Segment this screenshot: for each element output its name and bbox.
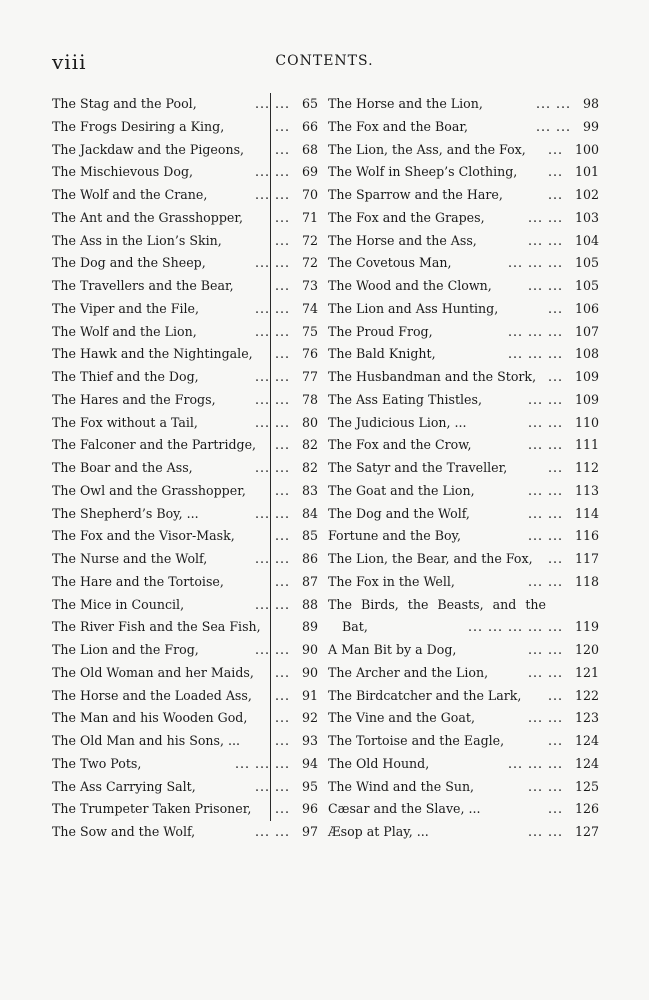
entry-title: The Viper and the File, xyxy=(52,300,199,316)
entry-page-number: 83 xyxy=(301,482,318,498)
entry-page-number: 78 xyxy=(301,391,318,407)
entry-leader-dots: ... xyxy=(275,687,291,703)
entry-page-number: 123 xyxy=(574,710,599,726)
entry-title: The Fox and the Visor-Mask, xyxy=(52,528,235,544)
entry-title: The Travellers and the Bear, xyxy=(52,278,234,293)
entry-page-number: 66 xyxy=(301,118,318,134)
entry-page-number: 89 xyxy=(301,619,318,635)
entry-leader-dots: ... ... xyxy=(255,824,291,839)
entry-page-number: 101 xyxy=(574,164,599,180)
entry-leader-dots: ... xyxy=(548,369,564,384)
entry-leader-dots: ... xyxy=(275,528,291,544)
entry-page-number: 74 xyxy=(301,300,318,316)
entry-page-number: 77 xyxy=(301,369,318,384)
contents-entry xyxy=(52,525,318,548)
contents-entry xyxy=(52,685,318,708)
entry-leader-dots: ... ... xyxy=(528,528,564,544)
entry-leader-dots: ... ... xyxy=(255,391,291,407)
entry-page-number: 106 xyxy=(574,300,599,316)
entry-page-number: 100 xyxy=(574,141,599,157)
entry-leader-dots: ... xyxy=(548,164,564,180)
entry-title: The Horse and the Lion, xyxy=(328,96,483,111)
entry-leader-dots: ... ... xyxy=(528,209,564,225)
entry-leader-dots: ... ... xyxy=(255,460,291,475)
contents-entry xyxy=(328,298,599,321)
entry-leader-dots: ... xyxy=(275,232,291,248)
contents-entry xyxy=(328,798,599,821)
entry-title: The Lion and the Frog, xyxy=(52,642,199,657)
contents-entry xyxy=(328,366,599,389)
contents-entry xyxy=(328,139,599,162)
entry-title: The Birds, the Beasts, and the xyxy=(328,596,546,612)
entry-leader-dots: ... xyxy=(275,118,291,134)
entry-title: The Boar and the Ass, xyxy=(52,460,193,475)
entry-title: The Fox without a Tail, xyxy=(52,414,198,430)
contents-entry xyxy=(328,776,599,799)
entry-page-number: 126 xyxy=(574,801,599,817)
contents-entry xyxy=(328,389,599,412)
entry-page-number: 82 xyxy=(301,437,318,453)
contents-entry xyxy=(52,343,318,366)
contents-entry xyxy=(328,639,599,662)
entry-leader-dots: ... xyxy=(275,573,291,589)
entry-page-number: 73 xyxy=(301,278,318,293)
entry-leader-dots: ... xyxy=(548,551,564,566)
contents-entry xyxy=(328,685,599,708)
entry-page-number: 82 xyxy=(301,460,318,475)
entry-leader-dots: ... ... xyxy=(528,278,564,293)
contents-entry xyxy=(52,730,318,753)
entry-page-number: 90 xyxy=(301,642,318,657)
entry-title: The Lion, the Ass, and the Fox, xyxy=(328,141,526,157)
entry-page-number: 109 xyxy=(574,369,599,384)
entry-page-number: 99 xyxy=(582,118,599,134)
entry-title: The Falconer and the Partridge, xyxy=(52,437,257,453)
entry-page-number: 97 xyxy=(301,824,318,839)
entry-page-number: 96 xyxy=(301,801,318,817)
entry-page-number: 109 xyxy=(574,391,599,407)
contents-entry xyxy=(328,730,599,753)
contents-entry xyxy=(328,116,599,139)
entry-page-number: 105 xyxy=(574,278,599,293)
entry-title: The Hawk and the Nightingale, xyxy=(52,346,253,362)
entry-title: The Jackdaw and the Pigeons, xyxy=(52,141,245,157)
entry-leader-dots: ... xyxy=(275,209,291,225)
entry-leader-dots: ... xyxy=(275,664,291,680)
entry-page-number: 70 xyxy=(301,187,318,202)
contents-entry xyxy=(328,480,599,503)
entry-leader-dots: ... xyxy=(275,346,291,362)
contents-entry xyxy=(52,252,318,275)
entry-title: The Mischievous Dog, xyxy=(52,164,194,180)
entry-page-number: 88 xyxy=(301,596,318,612)
entry-page-number: 121 xyxy=(574,664,599,680)
entry-title: The Ass in the Lion’s Skin, xyxy=(52,232,222,248)
entry-leader-dots: ... ... ... xyxy=(508,323,564,339)
entry-leader-dots: ... ... xyxy=(255,369,291,384)
entry-title: The Wolf in Sheep’s Clothing, xyxy=(328,164,518,180)
entry-title: The Judicious Lion, ... xyxy=(328,414,467,430)
entry-title: The Fox in the Well, xyxy=(328,573,455,589)
entry-leader-dots: ... xyxy=(548,460,564,475)
entry-title: The Mice in Council, xyxy=(52,596,185,612)
entry-page-number: 90 xyxy=(301,664,318,680)
entry-leader-dots: ... xyxy=(275,710,291,726)
contents-entry xyxy=(328,207,599,230)
contents-entry xyxy=(52,798,318,821)
entry-leader-dots: ... xyxy=(548,300,564,316)
entry-page-number: 119 xyxy=(574,619,599,635)
contents-entry xyxy=(328,275,599,298)
entry-leader-dots: ... ... xyxy=(528,824,564,839)
entry-title: The Covetous Man, xyxy=(328,255,452,271)
contents-entry xyxy=(328,252,599,275)
entry-title: The Ass Eating Thistles, xyxy=(328,391,482,407)
right-column xyxy=(328,93,599,844)
entry-page-number: 112 xyxy=(574,460,599,475)
entry-title: Fortune and the Boy, xyxy=(328,528,461,544)
entry-leader-dots: ... ... xyxy=(528,391,564,407)
contents-entry xyxy=(52,139,318,162)
entry-page-number: 108 xyxy=(574,346,599,362)
contents-entry xyxy=(328,662,599,685)
entry-leader-dots: ... xyxy=(548,733,564,748)
entry-page-number: 110 xyxy=(574,414,599,430)
contents-entry xyxy=(328,184,599,207)
entry-leader-dots: ... ... ... xyxy=(508,255,564,271)
contents-entry xyxy=(52,753,318,776)
entry-title: The Bald Knight, xyxy=(328,346,436,362)
contents-entry xyxy=(328,753,599,776)
contents-entry xyxy=(52,275,318,298)
entry-page-number: 68 xyxy=(301,141,318,157)
entry-page-number: 72 xyxy=(301,232,318,248)
contents-entry xyxy=(52,616,318,639)
contents-entry xyxy=(52,230,318,253)
contents-entry xyxy=(328,525,599,548)
entry-leader-dots: ... ... xyxy=(255,414,291,430)
contents-entry xyxy=(328,616,599,639)
entry-page-number: 102 xyxy=(574,187,599,202)
contents-entry xyxy=(328,321,599,344)
contents-entry xyxy=(52,93,318,116)
entry-title: The Old Man and his Sons, ... xyxy=(52,733,240,748)
contents-entry xyxy=(52,480,318,503)
entry-title: The Horse and the Loaded Ass, xyxy=(52,687,252,703)
entry-page-number: 95 xyxy=(301,778,318,794)
entry-leader-dots: ... ... xyxy=(536,118,572,134)
entry-leader-dots: ... xyxy=(275,141,291,157)
entry-title: The Old Hound, xyxy=(328,755,430,771)
entry-title: The Ass Carrying Salt, xyxy=(52,778,196,794)
contents-entry xyxy=(52,821,318,844)
entry-title: The Nurse and the Wolf, xyxy=(52,551,208,566)
contents-entry xyxy=(52,321,318,344)
entry-page-number: 76 xyxy=(301,346,318,362)
entry-title: The Birdcatcher and the Lark, xyxy=(328,687,522,703)
entry-title: The Man and his Wooden God, xyxy=(52,710,248,726)
entry-title: The Wolf and the Crane, xyxy=(52,187,208,202)
entry-page-number: 107 xyxy=(574,323,599,339)
entry-title: The Shepherd’s Boy, ... xyxy=(52,505,199,521)
entry-page-number: 118 xyxy=(574,573,599,589)
entry-page-number: 75 xyxy=(301,323,318,339)
entry-title: The Wind and the Sun, xyxy=(328,778,475,794)
entry-title: The Wood and the Clown, xyxy=(328,278,492,293)
contents-entry xyxy=(52,707,318,730)
entry-page-number: 124 xyxy=(574,733,599,748)
entry-leader-dots: ... xyxy=(548,141,564,157)
entry-page-number: 65 xyxy=(301,96,318,111)
entry-title: The Satyr and the Traveller, xyxy=(328,460,508,475)
contents-entry xyxy=(52,594,318,617)
entry-title: The Lion and Ass Hunting, xyxy=(328,300,499,316)
entry-title: The Horse and the Ass, xyxy=(328,232,477,248)
entry-leader-dots: ... ... xyxy=(528,414,564,430)
entry-page-number: 116 xyxy=(574,528,599,544)
contents-entry xyxy=(328,230,599,253)
entry-page-number: 94 xyxy=(301,755,318,771)
entry-title: The Sparrow and the Hare, xyxy=(328,187,503,202)
entry-title: The River Fish and the Sea Fish, xyxy=(52,619,261,635)
running-head-title: CONTENTS. xyxy=(275,53,374,69)
entry-title: The Vine and the Goat, xyxy=(328,710,475,726)
entry-leader-dots: ... ... xyxy=(255,642,291,657)
entry-title: The Goat and the Lion, xyxy=(328,482,475,498)
entry-page-number: 111 xyxy=(574,437,599,453)
entry-title: The Proud Frog, xyxy=(328,323,433,339)
entry-leader-dots: ... ... xyxy=(255,778,291,794)
contents-entry xyxy=(328,161,599,184)
entry-title: The Fox and the Grapes, xyxy=(328,209,485,225)
contents-entry xyxy=(52,412,318,435)
contents-entry xyxy=(52,389,318,412)
entry-title: Æsop at Play, ... xyxy=(328,824,429,839)
entry-title: The Dog and the Wolf, xyxy=(328,505,470,521)
entry-page-number: 127 xyxy=(574,824,599,839)
contents-entry xyxy=(328,571,599,594)
entry-leader-dots: ... xyxy=(548,801,564,817)
contents-entry xyxy=(328,503,599,526)
entry-page-number: 80 xyxy=(301,414,318,430)
entry-page-number: 98 xyxy=(582,96,599,111)
entry-leader-dots: ... ... xyxy=(528,482,564,498)
entry-leader-dots: ... ... ... xyxy=(508,346,564,362)
entry-page-number: 72 xyxy=(301,255,318,271)
entry-page-number: 87 xyxy=(301,573,318,589)
entry-title: The Thief and the Dog, xyxy=(52,369,199,384)
entry-leader-dots: ... ... xyxy=(528,710,564,726)
entry-leader-dots: ... ... xyxy=(255,596,291,612)
entry-leader-dots: ... ... xyxy=(528,437,564,453)
entry-page-number: 125 xyxy=(574,778,599,794)
entry-leader-dots: ... ... xyxy=(536,96,572,111)
entry-page-number: 71 xyxy=(301,209,318,225)
entry-title: The Owl and the Grasshopper, xyxy=(52,482,246,498)
running-head xyxy=(0,53,649,69)
entry-leader-dots: ... ... xyxy=(255,164,291,180)
contents-entry xyxy=(52,776,318,799)
entry-title: The Tortoise and the Eagle, xyxy=(328,733,505,748)
entry-leader-dots: ... xyxy=(275,801,291,817)
entry-page-number: 103 xyxy=(574,209,599,225)
entry-leader-dots: ... xyxy=(275,482,291,498)
contents-entry xyxy=(328,93,599,116)
entry-page-number: 114 xyxy=(574,505,599,521)
entry-leader-dots: ... xyxy=(275,278,291,293)
contents-entry xyxy=(52,434,318,457)
entry-page-number: 105 xyxy=(574,255,599,271)
entry-page-number: 85 xyxy=(301,528,318,544)
entry-leader-dots: ... xyxy=(548,687,564,703)
entry-page-number: 93 xyxy=(301,733,318,748)
entry-leader-dots: ... ... xyxy=(528,778,564,794)
entry-page-number: 117 xyxy=(574,551,599,566)
entry-page-number: 84 xyxy=(301,505,318,521)
entry-title: The Two Pots, xyxy=(52,755,142,771)
entry-leader-dots: ... ... xyxy=(255,551,291,566)
contents-entry xyxy=(328,707,599,730)
contents-entry xyxy=(328,821,599,844)
entry-leader-dots: ... ... xyxy=(528,505,564,521)
contents-entry xyxy=(52,161,318,184)
entry-leader-dots: ... ... xyxy=(528,642,564,657)
entry-leader-dots: ... ... xyxy=(528,573,564,589)
entry-page-number: 104 xyxy=(574,232,599,248)
entry-leader-dots: ... ... xyxy=(255,323,291,339)
entry-page-number: 69 xyxy=(301,164,318,180)
entry-leader-dots: ... xyxy=(548,187,564,202)
entry-title: The Frogs Desiring a King, xyxy=(52,118,225,134)
entry-leader-dots: ... ... xyxy=(255,255,291,271)
entry-title: The Old Woman and her Maids, xyxy=(52,664,254,680)
entry-page-number: 92 xyxy=(301,710,318,726)
entry-title: The Stag and the Pool, xyxy=(52,96,197,111)
entry-title: The Fox and the Crow, xyxy=(328,437,472,453)
entry-title: Bat, xyxy=(342,619,368,635)
contents-entry xyxy=(328,343,599,366)
left-column xyxy=(52,93,318,844)
entry-leader-dots: ... ... ... xyxy=(235,755,291,771)
contents-entry xyxy=(328,594,599,617)
contents-entry xyxy=(52,457,318,480)
contents-entry xyxy=(52,116,318,139)
contents-entry xyxy=(52,298,318,321)
entry-title: Cæsar and the Slave, ... xyxy=(328,801,481,817)
contents-entry xyxy=(52,571,318,594)
entry-leader-dots: ... ... xyxy=(528,664,564,680)
entry-title: The Sow and the Wolf, xyxy=(52,824,196,839)
entry-leader-dots: ... ... ... xyxy=(508,755,564,771)
contents-entry xyxy=(52,548,318,571)
entry-title: The Ant and the Grasshopper, xyxy=(52,209,243,225)
page-number: viii xyxy=(52,50,87,74)
entry-leader-dots: ... ... ... ... ... xyxy=(468,619,564,635)
entry-title: The Lion, the Bear, and the Fox, xyxy=(328,551,533,566)
entry-leader-dots: ... ... xyxy=(528,232,564,248)
entry-leader-dots: ... xyxy=(275,733,291,748)
entry-title: The Archer and the Lion, xyxy=(328,664,489,680)
contents-entry xyxy=(328,412,599,435)
contents-entry xyxy=(52,662,318,685)
entry-title: The Fox and the Boar, xyxy=(328,118,468,134)
entry-title: A Man Bit by a Dog, xyxy=(328,642,457,657)
entry-page-number: 120 xyxy=(574,642,599,657)
entry-title: The Wolf and the Lion, xyxy=(52,323,197,339)
entry-page-number: 86 xyxy=(301,551,318,566)
entry-page-number: 91 xyxy=(301,687,318,703)
entry-leader-dots: ... ... xyxy=(255,187,291,202)
contents-entry xyxy=(52,184,318,207)
contents-entry xyxy=(52,207,318,230)
contents-entry xyxy=(52,366,318,389)
entry-title: The Hare and the Tortoise, xyxy=(52,573,224,589)
entry-title: The Husbandman and the Stork, xyxy=(328,369,537,384)
entry-leader-dots: ... xyxy=(275,437,291,453)
contents-entry xyxy=(328,457,599,480)
entry-title: The Hares and the Frogs, xyxy=(52,391,216,407)
entry-page-number: 113 xyxy=(574,482,599,498)
contents-entry xyxy=(52,639,318,662)
entry-title: The Dog and the Sheep, xyxy=(52,255,206,271)
contents-entry xyxy=(328,548,599,571)
entry-leader-dots: ... ... xyxy=(255,505,291,521)
contents-entry xyxy=(328,434,599,457)
entry-leader-dots: ... ... xyxy=(255,96,291,111)
entry-leader-dots: ... ... xyxy=(255,300,291,316)
contents-entry xyxy=(52,503,318,526)
entry-page-number: 122 xyxy=(574,687,599,703)
entry-title: The Trumpeter Taken Prisoner, xyxy=(52,801,252,817)
entry-page-number: 124 xyxy=(574,755,599,771)
